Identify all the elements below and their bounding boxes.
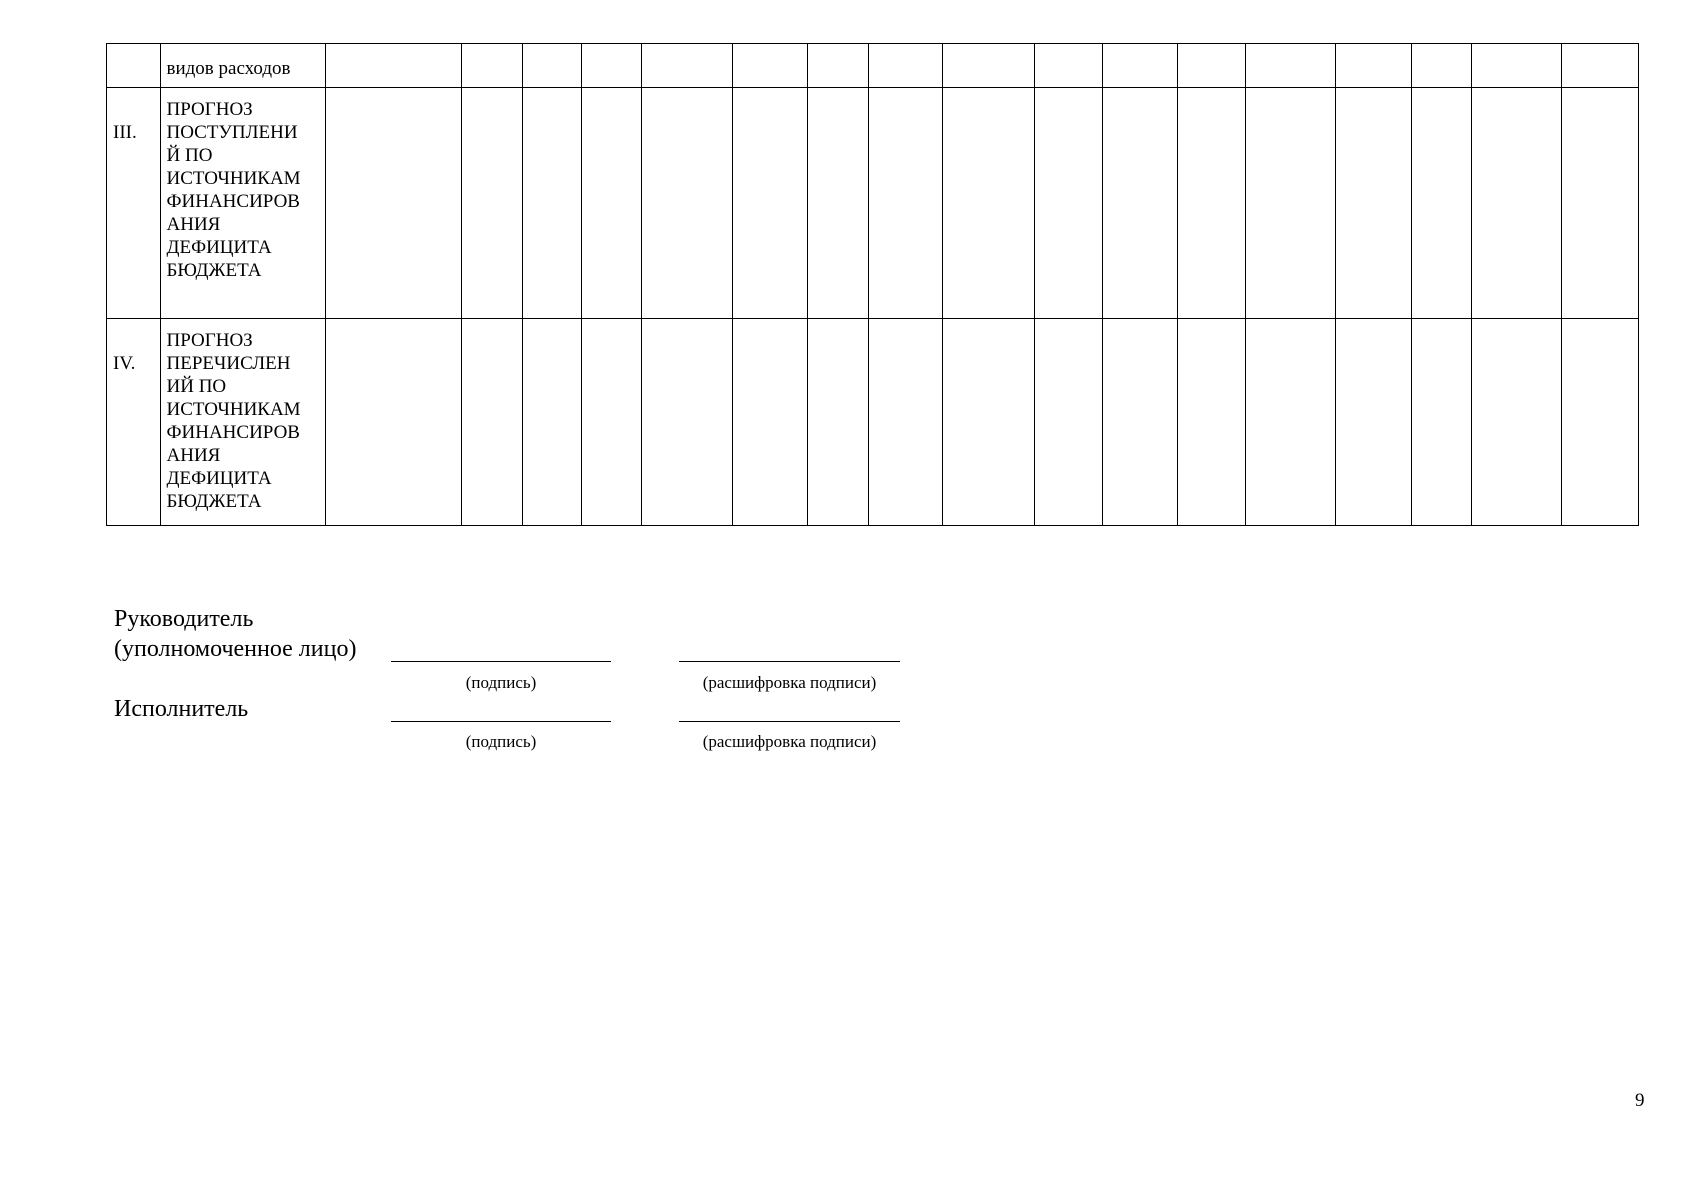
table-cell — [1335, 88, 1412, 319]
row-number: III. — [107, 88, 161, 319]
table-cell — [733, 44, 808, 88]
executor-transcript-hint: (расшифровка подписи) — [702, 732, 877, 751]
table-cell — [1178, 319, 1246, 526]
table-cell — [522, 44, 582, 88]
table-cell — [1562, 319, 1639, 526]
table-cell — [807, 319, 868, 526]
table-cell — [1562, 44, 1639, 88]
table-cell — [326, 319, 461, 526]
table-cell — [1034, 319, 1102, 526]
table-cell — [642, 88, 733, 319]
table-cell — [582, 319, 642, 526]
head-label-authorized: (уполномоченное лицо) — [114, 636, 357, 662]
table-cell — [1102, 44, 1178, 88]
table-cell — [807, 88, 868, 319]
table-row — [107, 88, 1639, 319]
row-label: ПРОГНОЗ ПОСТУПЛЕНИ Й ПО ИСТОЧНИКАМ ФИНАНСИРОВ АНИЯ ДЕФИЦИТА БЮДЖЕТА — [160, 88, 326, 319]
table-cell — [461, 44, 522, 88]
page-number: 9 — [1635, 1090, 1645, 1111]
table-cell — [1412, 319, 1472, 526]
table-cell — [1246, 319, 1335, 526]
head-label: Руководитель — [114, 606, 254, 632]
table-cell — [1034, 44, 1102, 88]
table-cell — [868, 44, 943, 88]
table-cell — [1102, 88, 1178, 319]
table-cell — [1246, 88, 1335, 319]
table-cell — [326, 44, 461, 88]
table-cell — [1335, 319, 1412, 526]
table-cell — [582, 88, 642, 319]
table-cell — [943, 88, 1034, 319]
table-cell — [807, 44, 868, 88]
table-cell — [1472, 44, 1562, 88]
executor-label: Исполнитель — [114, 696, 249, 722]
table-cell — [943, 319, 1034, 526]
row-number — [107, 44, 161, 88]
executor-signature-hint: (подпись) — [465, 732, 537, 751]
table-cell — [461, 319, 522, 526]
table-cell — [522, 319, 582, 526]
table-cell — [733, 319, 808, 526]
table-row — [107, 44, 1639, 88]
table-cell — [461, 88, 522, 319]
head-transcript-line[interactable] — [679, 661, 900, 662]
table-cell — [1178, 88, 1246, 319]
table-cell — [326, 88, 461, 319]
row-number: IV. — [107, 319, 161, 526]
head-signature-line[interactable] — [391, 661, 611, 662]
table-cell — [1335, 44, 1412, 88]
row-label: видов расходов — [160, 44, 326, 88]
executor-transcript-line[interactable] — [679, 721, 900, 722]
table-cell — [1246, 44, 1335, 88]
table-cell — [1034, 88, 1102, 319]
table-cell — [1412, 88, 1472, 319]
table-cell — [642, 44, 733, 88]
table-cell — [1102, 319, 1178, 526]
table-cell — [582, 44, 642, 88]
table-row — [107, 319, 1639, 526]
head-transcript-hint: (расшифровка подписи) — [702, 673, 877, 692]
table-cell — [642, 319, 733, 526]
table-cell — [522, 88, 582, 319]
head-signature-hint: (подпись) — [465, 673, 537, 692]
forecast-table — [106, 43, 1639, 526]
table-cell — [1562, 88, 1639, 319]
table-cell — [1472, 88, 1562, 319]
table-cell — [1472, 319, 1562, 526]
table-cell — [1178, 44, 1246, 88]
table-cell — [868, 319, 943, 526]
table-cell — [733, 88, 808, 319]
executor-signature-line[interactable] — [391, 721, 611, 722]
table-cell — [868, 88, 943, 319]
table-cell — [1412, 44, 1472, 88]
row-label: ПРОГНОЗ ПЕРЕЧИСЛЕН ИЙ ПО ИСТОЧНИКАМ ФИНАНСИРОВ АНИЯ ДЕФИЦИТА БЮДЖЕТА — [160, 319, 326, 526]
table-cell — [943, 44, 1034, 88]
